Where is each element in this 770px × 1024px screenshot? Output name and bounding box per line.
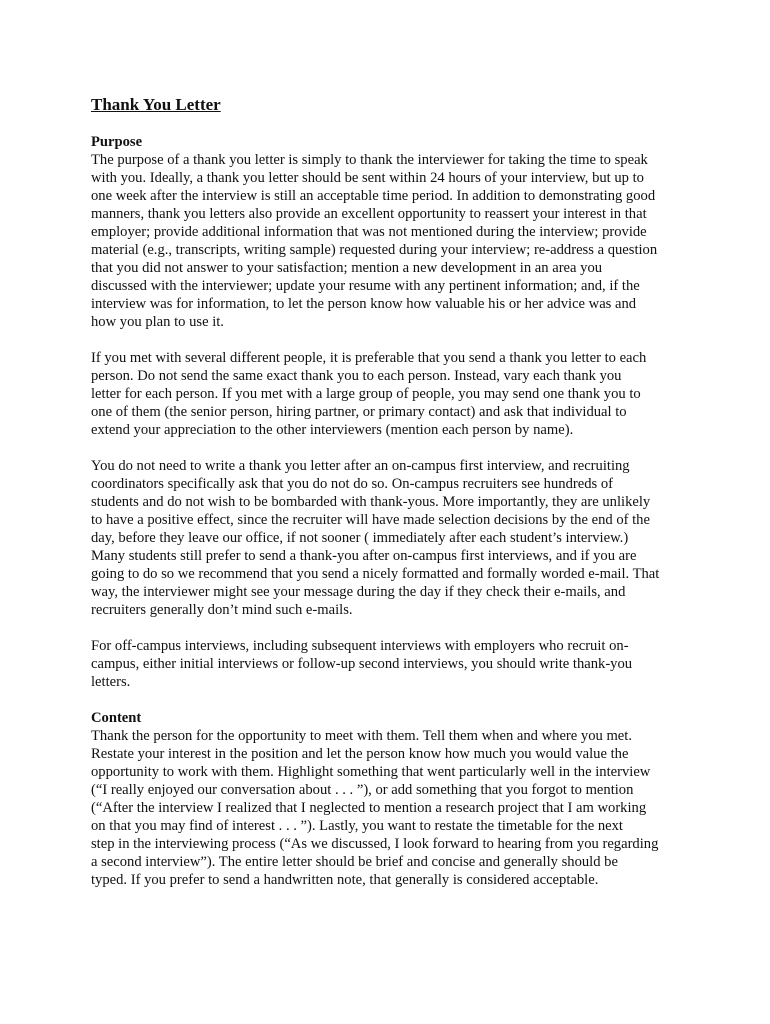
section-heading: Purpose — [91, 134, 143, 150]
text-line: a second interview”). The entire letter should be brief and concise and generally should be — [91, 854, 618, 870]
text-line: one week after the interview is still an acceptable time period. In addition to demonstrating good — [91, 188, 656, 204]
document-page — [91, 94, 687, 907]
text-line: recruiters generally don’t mind such e-mails. — [91, 602, 353, 618]
text-line: discussed with the interviewer; update your resume with any pertinent information; and, if the — [91, 278, 640, 294]
text-line: step in the interviewing process (“As we discussed, I look forward to hearing from you regarding — [91, 836, 659, 852]
text-line: (“I really enjoyed our conversation about . . . ”), or add something that you forgot to mention — [91, 782, 634, 798]
paragraph — [91, 727, 687, 889]
section-purpose — [91, 133, 687, 691]
text-line: letter for each person. If you met with a large group of people, you may send one thank you to — [91, 386, 641, 402]
text-line: manners, thank you letters also provide an excellent opportunity to reassert your interest in that — [91, 206, 647, 222]
paragraph — [91, 457, 687, 619]
text-line: If you met with several different people, it is preferable that you send a thank you letter to each — [91, 350, 647, 366]
text-line: Restate your interest in the position and let the person know how much you would value the — [91, 746, 629, 762]
section-heading: Content — [91, 710, 142, 726]
text-line: letters. — [91, 674, 131, 690]
text-line: extend your appreciation to the other interviewers (mention each person by name). — [91, 422, 574, 438]
text-line: The purpose of a thank you letter is simply to thank the interviewer for taking the time to speak — [91, 152, 648, 168]
text-line: employer; provide additional information that was not mentioned during the interview; provide — [91, 224, 647, 240]
text-line: way, the interviewer might see your message during the day if they check their e-mails, and — [91, 584, 626, 600]
text-line: going to do so we recommend that you send a nicely formatted and formally worded e-mail. That — [91, 566, 660, 582]
text-line: campus, either initial interviews or follow-up second interviews, you should write thank-you — [91, 656, 633, 672]
text-line: Many students still prefer to send a thank-you after on-campus first interviews, and if you are — [91, 548, 637, 564]
text-line: coordinators specifically ask that you do not do so. On-campus recruiters see hundreds of — [91, 476, 613, 492]
section-content — [91, 709, 687, 889]
paragraph — [91, 349, 687, 439]
text-line: day, before they leave our office, if not sooner ( immediately after each student’s interview.) — [91, 530, 629, 546]
text-line: material (e.g., transcripts, writing sample) requested during your interview; re-address a question — [91, 242, 658, 258]
text-line: students and do not wish to be bombarded with thank-yous. More importantly, they are unlikely — [91, 494, 651, 510]
text-line: with you. Ideally, a thank you letter should be sent within 24 hours of your interview, but up to — [91, 170, 644, 186]
text-line: to have a positive effect, since the recruiter will have made selection decisions by the end of the — [91, 512, 650, 528]
text-line: For off-campus interviews, including subsequent interviews with employers who recruit on- — [91, 638, 629, 654]
text-line: that you did not answer to your satisfaction; mention a new development in an area you — [91, 260, 603, 276]
text-line: You do not need to write a thank you letter after an on-campus first interview, and recruiting — [91, 458, 630, 474]
text-line: one of them (the senior person, hiring partner, or primary contact) and ask that individual to — [91, 404, 627, 420]
text-line: how you plan to use it. — [91, 314, 224, 330]
text-line: opportunity to work with them. Highlight something that went particularly well in the interview — [91, 764, 651, 780]
text-line: person. Do not send the same exact thank you to each person. Instead, vary each thank you — [91, 368, 622, 384]
text-line: interview was for information, to let the person know how valuable his or her advice was and — [91, 296, 637, 312]
text-line: Thank the person for the opportunity to meet with them. Tell them when and where you met. — [91, 728, 632, 744]
paragraph — [91, 151, 687, 331]
document-title: Thank You Letter — [91, 95, 221, 114]
paragraph — [91, 637, 687, 691]
text-line: (“After the interview I realized that I neglected to mention a research project that I am working — [91, 800, 647, 816]
text-line: typed. If you prefer to send a handwritten note, that generally is considered acceptable. — [91, 872, 599, 888]
text-line: on that you may find of interest . . . ”). Lastly, you want to restate the timetable for the next — [91, 818, 623, 834]
